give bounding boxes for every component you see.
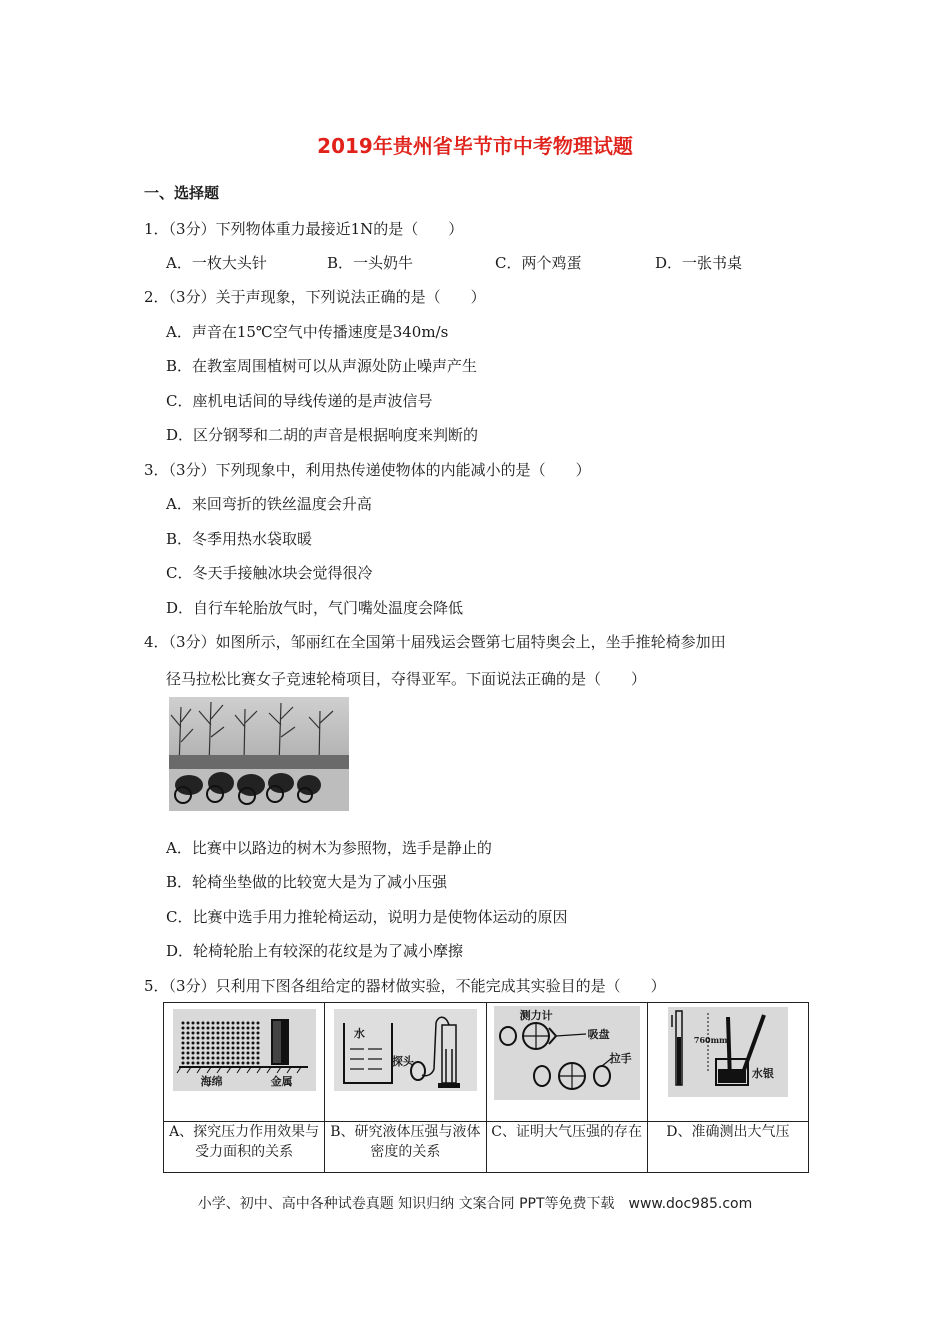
q2-option-a: A．声音在15℃空气中传播速度是340m/s bbox=[166, 323, 449, 341]
question-3-stem: 3．（3分）下列现象中，利用热传递使物体的内能减小的是（ ） bbox=[144, 461, 591, 479]
section-heading: 一、选择题 bbox=[144, 184, 220, 202]
page-title: 2019年贵州省毕节市中考物理试题 bbox=[317, 134, 633, 158]
label-water: 水 bbox=[353, 1027, 365, 1040]
wheelchair-race-photo bbox=[169, 697, 349, 811]
label-probe: 探头 bbox=[391, 1055, 414, 1068]
experiment-d-figure bbox=[647, 1003, 808, 1122]
q1-option-c: C．两个鸡蛋 bbox=[495, 254, 582, 272]
q4-option-c: C．比赛中选手用力推轮椅运动，说明力是使物体运动的原因 bbox=[166, 908, 568, 926]
experiment-b-figure bbox=[325, 1003, 486, 1122]
label-metal: 金属 bbox=[270, 1075, 293, 1088]
q1-option-d: D．一张书桌 bbox=[655, 254, 743, 272]
question-1-stem: 1．（3分）下列物体重力最接近1N的是（ ） bbox=[144, 220, 464, 238]
label-spring-scale: 测力计 bbox=[519, 1009, 553, 1022]
footer-text: 小学、初中、高中各种试卷真题 知识归纳 文案合同 PPT等免费下载 www.doc985.com bbox=[197, 1196, 753, 1212]
q2-option-b: B．在教室周围植树可以从声源处防止噪声产生 bbox=[166, 357, 478, 375]
q2-option-c: C．座机电话间的导线传递的是声波信号 bbox=[166, 392, 433, 410]
label-sponge: 海绵 bbox=[200, 1075, 223, 1088]
q3-option-c: C．冬天手接触冰块会觉得很冷 bbox=[166, 564, 373, 582]
question-4-stem-line2: 径马拉松比赛女子竞速轮椅项目，夺得亚军。下面说法正确的是（ ） bbox=[166, 670, 647, 688]
question-2-stem: 2．（3分）关于声现象，下列说法正确的是（ ） bbox=[144, 288, 486, 306]
label-760mm: 760mm bbox=[693, 1035, 728, 1045]
q3-option-a: A．来回弯折的铁丝温度会升高 bbox=[166, 495, 372, 513]
label-handle: 拉手 bbox=[609, 1052, 632, 1065]
q4-option-a: A．比赛中以路边的树木为参照物，选手是静止的 bbox=[166, 839, 492, 857]
experiment-d-caption: D、准确测出大气压 bbox=[647, 1122, 808, 1173]
q4-option-b: B．轮椅坐垫做的比较宽大是为了减小压强 bbox=[166, 873, 448, 891]
q4-option-d: D．轮椅轮胎上有较深的花纹是为了减小摩擦 bbox=[166, 942, 464, 960]
q3-option-b: B．冬季用热水袋取暖 bbox=[166, 530, 313, 548]
q1-option-a: A．一枚大头针 bbox=[166, 254, 267, 272]
experiment-c-caption: C、证明大气压强的存在 bbox=[486, 1122, 647, 1173]
question-4-stem-line1: 4．（3分）如图所示，邹丽红在全国第十届残运会暨第七届特奥会上，坐手推轮椅参加田 bbox=[144, 633, 726, 651]
q3-option-d: D．自行车轮胎放气时，气门嘴处温度会降低 bbox=[166, 599, 464, 617]
experiment-a-figure bbox=[164, 1003, 325, 1122]
q2-option-d: D．区分钢琴和二胡的声音是根据响度来判断的 bbox=[166, 426, 479, 444]
experiment-b-caption: B、研究液体压强与液体密度的关系 bbox=[325, 1122, 486, 1173]
experiment-table bbox=[163, 1002, 809, 1173]
label-suction-cup: 吸盘 bbox=[587, 1028, 610, 1041]
q1-option-b: B．一头奶牛 bbox=[327, 254, 414, 272]
question-5-stem: 5．（3分）只利用下图各组给定的器材做实验，不能完成其实验目的是（ ） bbox=[144, 977, 666, 995]
label-mercury: 水银 bbox=[751, 1067, 774, 1080]
experiment-c-figure bbox=[486, 1003, 647, 1122]
experiment-a-caption: A、探究压力作用效果与受力面积的关系 bbox=[164, 1122, 325, 1173]
